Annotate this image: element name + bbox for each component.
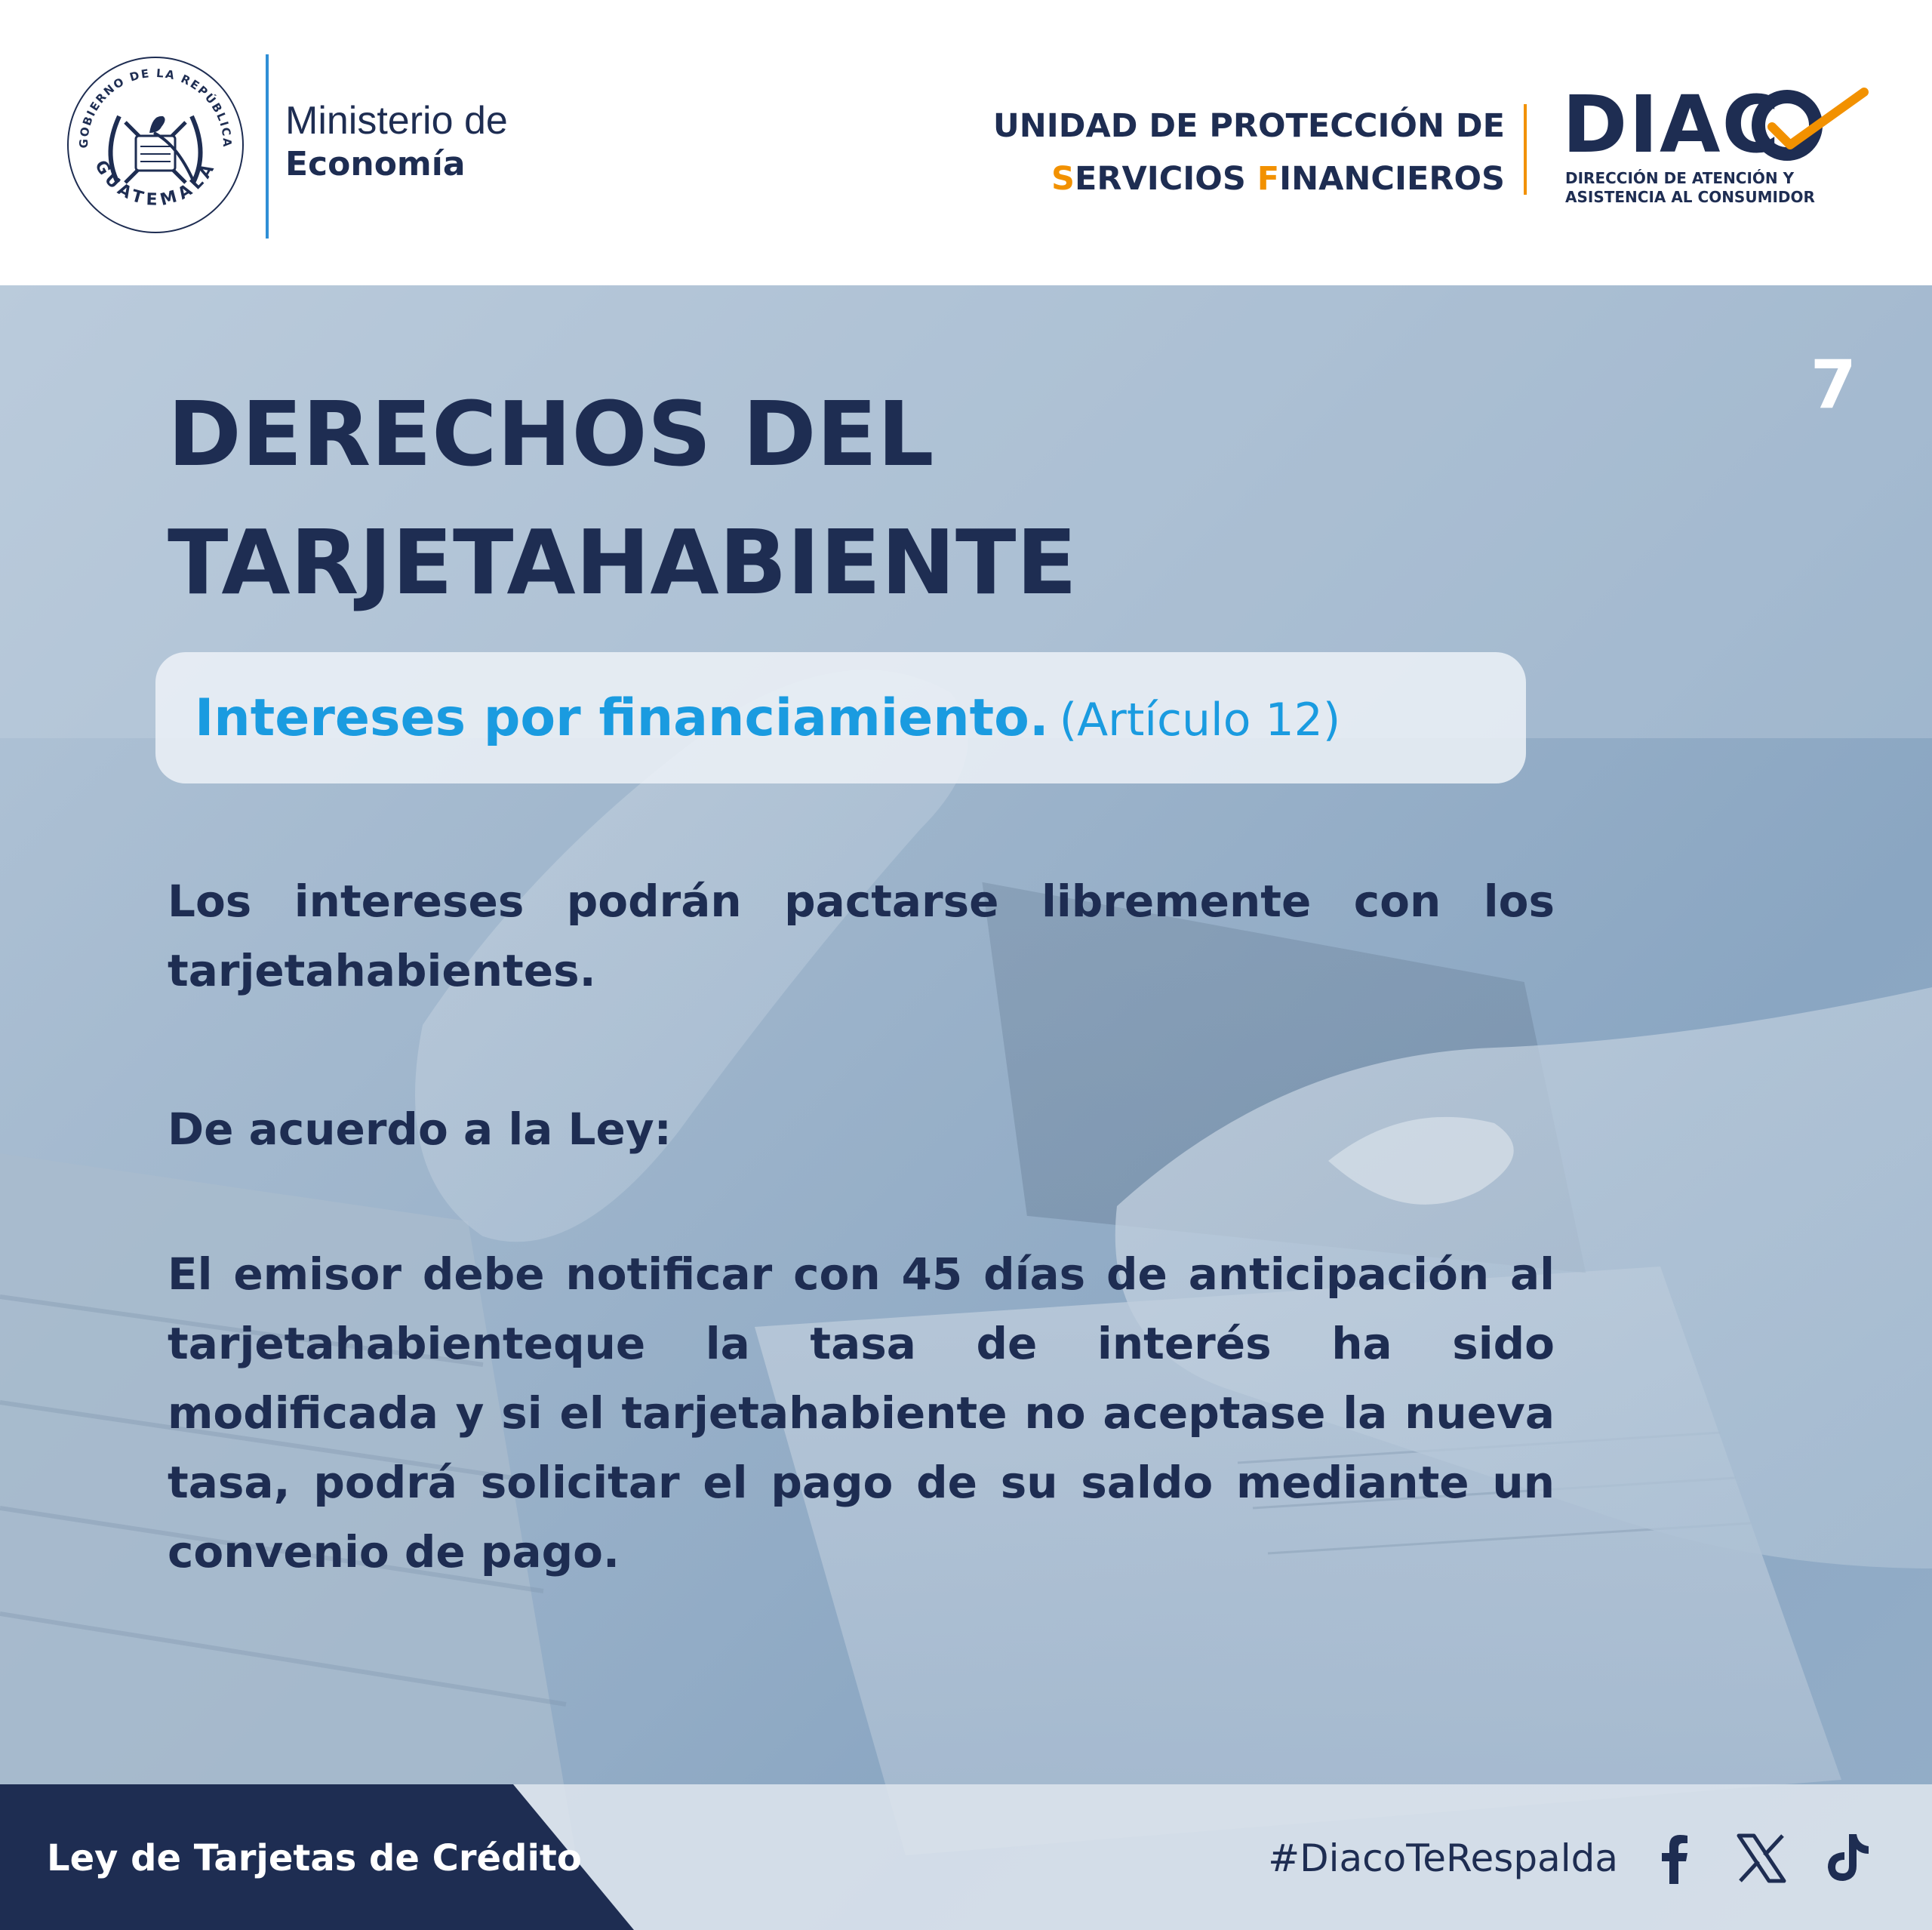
seal-bottom-text: GUATEMALA [91,157,220,211]
body-paragraph-3: El emisor debe notificar con 45 días de anticipación al tarjetahabienteque la tasa de interés ha sido modificada y si el tarjetahabiente no aceptase la nueva tasa, podrá solicitar el pago de su saldo mediante un convenio de pago. [168,1248,1555,1578]
header [0,0,1932,285]
diaco-check-icon [1751,86,1872,162]
subtitle-text [195,688,1340,748]
unit-divider [1524,104,1527,195]
body-paragraph-1: Los intereses podrán pactarse libremente con los tarjetahabientes. [168,876,1555,996]
footer-law-title: Ley de Tarjetas de Crédito [47,1837,582,1879]
unit-title [993,100,1505,205]
ministry-line1: Ministerio de [285,99,508,143]
body-paragraph-2: De acuerdo a la Ley: [168,1104,672,1155]
subtitle-pill [155,652,1526,783]
tiktok-icon[interactable] [1819,1830,1876,1887]
page-number: 7 [1810,346,1857,423]
page-title-line1: DERECHOS DEL [168,382,934,486]
page-title-line2: TARJETAHABIENTE [168,510,1078,614]
unit-title-line2 [993,152,1505,205]
subtitle-main: Intereses por financiamiento. [195,688,1049,748]
diaco-sub-line2: ASISTENCIA AL CONSUMIDOR [1565,188,1815,206]
ministry-logo-text [285,98,508,186]
ministry-line2: Economía [285,145,466,183]
diaco-sub-line1: DIRECCIÓN DE ATENCIÓN Y [1565,169,1795,187]
unit-letter-f: F [1257,160,1280,198]
x-icon[interactable] [1733,1830,1790,1887]
guatemala-coat-of-arms-seal [65,54,246,235]
unit-letter-s: S [1051,160,1075,198]
seal-top-text: GOBIERNO DE LA REPÚBLICA [76,66,235,149]
diaco-logo-subtitle [1565,169,1815,207]
facebook-icon[interactable] [1647,1830,1704,1887]
footer-hashtag: #DiacoTeRespalda [1268,1836,1618,1880]
subtitle-article: (Artículo 12) [1059,694,1341,746]
page-title [168,370,1601,626]
hero-panel [0,285,1932,1930]
ministry-divider [266,54,269,239]
unit-word-financieros: INANCIEROS [1279,160,1505,198]
unit-title-line1: UNIDAD DE PROTECCIÓN DE [992,107,1505,145]
footer-bar [0,1784,1932,1930]
diaco-logo-wordmark: DIAC [1562,78,1781,171]
unit-word-servicios: ERVICIOS [1074,160,1257,198]
